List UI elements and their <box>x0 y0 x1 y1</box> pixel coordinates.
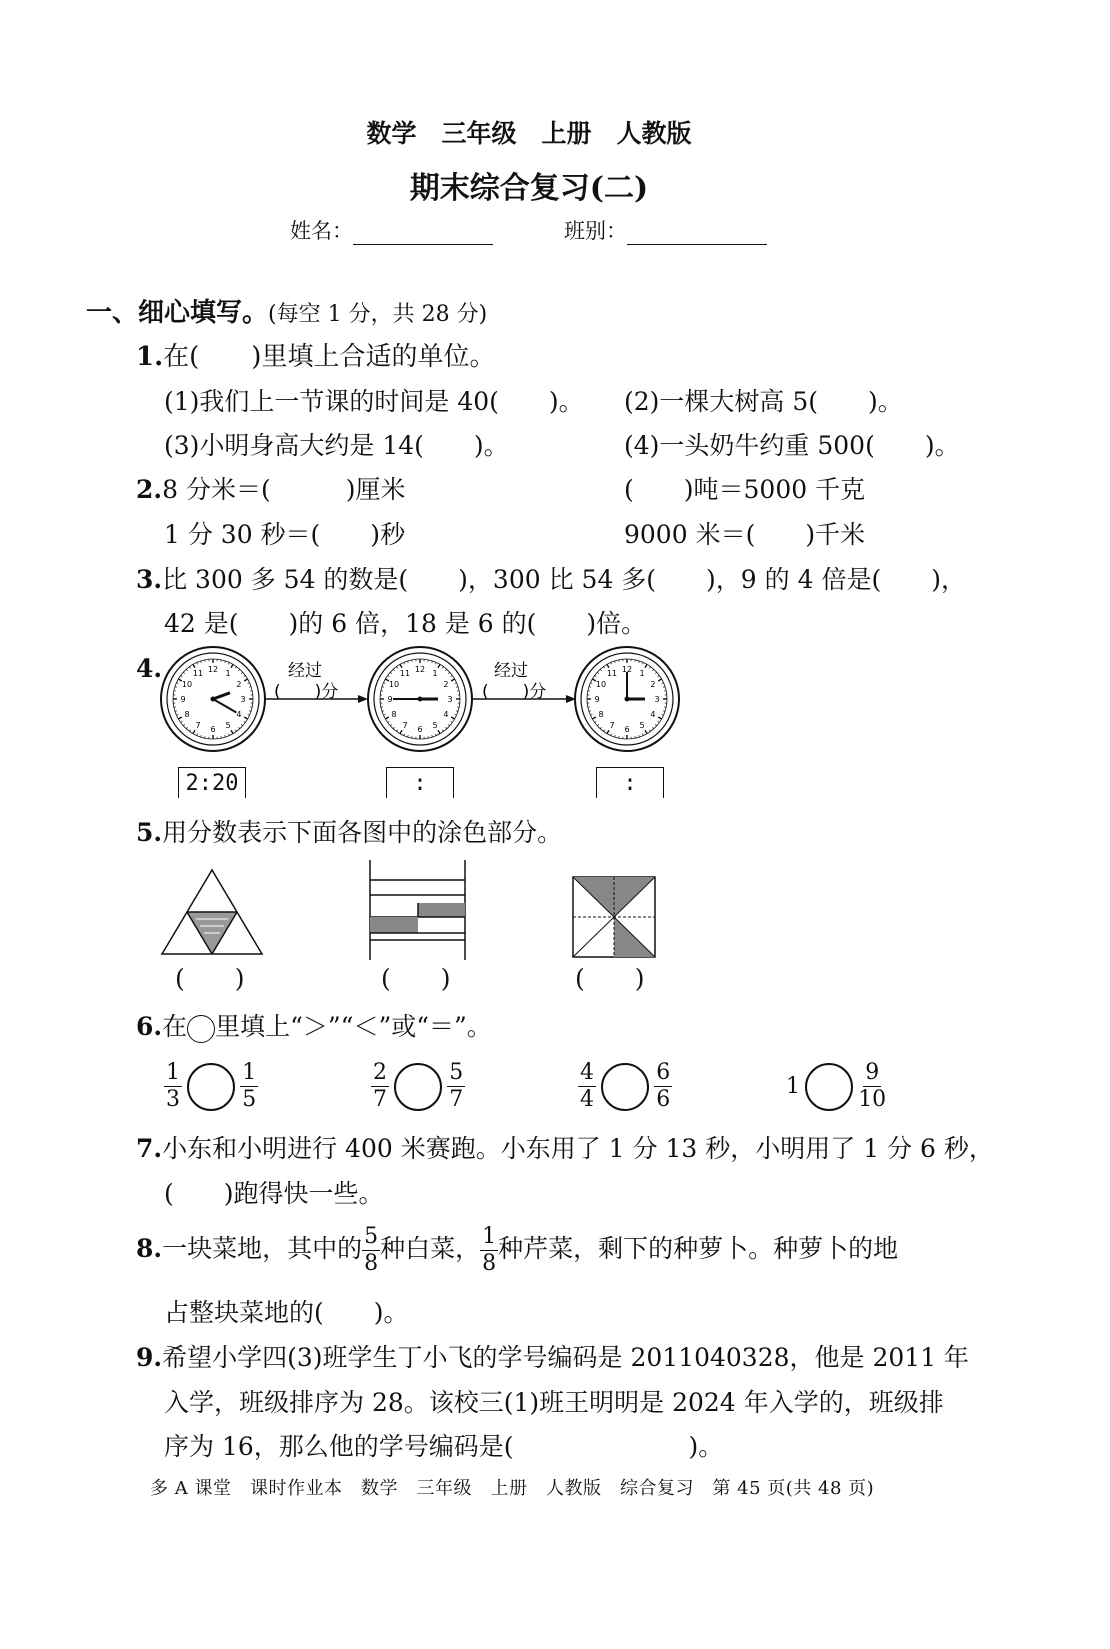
svg-text:3: 3 <box>447 695 453 704</box>
q1-item-4: (4)一头奶牛约重 500( )。 <box>624 431 960 460</box>
question-6 <box>136 1010 492 1044</box>
svg-text:8: 8 <box>598 710 604 719</box>
compare-circle[interactable] <box>394 1063 442 1111</box>
question-5 <box>136 816 562 850</box>
q7-line-2: ( )跑得快一些。 <box>164 1179 384 1208</box>
question-3 <box>136 563 966 597</box>
question-text: 在( )里填上合适的单位。 <box>163 342 496 372</box>
svg-text:10: 10 <box>388 680 400 689</box>
question-number: 4. <box>136 654 163 683</box>
q2-item-1: 8 分米＝( )厘米 <box>162 475 406 504</box>
svg-text:5: 5 <box>432 720 438 730</box>
q7-line-1: 小东和小明进行 400 米赛跑。小东用了 1 分 13 秒，小明用了 1 分 6 秒， <box>162 1134 994 1163</box>
q8-line-2: 占整块菜地的( )。 <box>164 1298 409 1327</box>
compare-item-1: $\frac{1}{3}$ $\frac{1}{5}$ <box>166 1060 257 1112</box>
circle-icon <box>187 1015 215 1043</box>
minutes-label: ( )分 <box>274 682 339 702</box>
svg-text:9: 9 <box>594 695 600 704</box>
svg-text:8: 8 <box>184 710 190 719</box>
name-blank[interactable] <box>353 222 493 245</box>
svg-text:6: 6 <box>624 725 630 734</box>
svg-text:7: 7 <box>402 720 408 730</box>
pass-label: 经过 <box>288 661 322 681</box>
compare-circle[interactable] <box>805 1063 853 1111</box>
class-field <box>564 215 767 245</box>
page-title: 期末综合复习(二) <box>409 171 649 206</box>
q3-line-1: 比 300 多 54 的数是( )，300 比 54 多( )，9 的 4 倍是( )， <box>162 565 966 594</box>
q1-item-2: (2)一棵大树高 5( )。 <box>624 387 903 416</box>
q9-line-3: 序为 16，那么他的学号编码是( )。 <box>164 1432 724 1461</box>
compare-item-2: $\frac{2}{7}$ $\frac{5}{7}$ <box>373 1060 464 1112</box>
q2-item-2: ( )吨＝5000 千克 <box>624 475 866 504</box>
name-field <box>290 215 493 245</box>
fraction-figures <box>160 860 670 960</box>
arrow-head-icon <box>358 695 368 703</box>
pass-label: 经过 <box>494 661 528 681</box>
svg-text:10: 10 <box>181 680 193 689</box>
question-number: 6. <box>136 1012 163 1041</box>
q1-item-1: (1)我们上一节课的时间是 40( )。 <box>164 387 584 416</box>
compare-circle[interactable] <box>601 1063 649 1111</box>
clock-icon <box>368 647 472 751</box>
square-figure <box>573 877 655 957</box>
q1-item-3: (3)小明身高大约是 14( )。 <box>164 431 509 460</box>
svg-text:1: 1 <box>432 669 438 679</box>
triangle-figure <box>162 870 262 954</box>
question-7 <box>136 1132 994 1166</box>
clock-icon <box>161 647 265 751</box>
question-8: 8.一块菜地，其中的 $\frac{5}{8}$ 种白菜， $\frac{1}{8}$ 种芹菜，剩下的种萝卜。种萝卜的地 <box>136 1224 899 1276</box>
svg-text:1: 1 <box>639 669 645 679</box>
svg-text:12: 12 <box>414 665 426 674</box>
svg-text:7: 7 <box>609 720 615 730</box>
q9-line-2: 入学，班级排序为 28。该校三(1)班王明明是 2024 年入学的，班级排 <box>164 1388 944 1417</box>
page-subtitle: 数学 三年级 上册 人教版 <box>366 119 692 148</box>
svg-text:11: 11 <box>399 669 411 679</box>
answer-blank-1[interactable]: ( ) <box>175 964 245 993</box>
question-number: 9. <box>136 1343 163 1372</box>
question-1 <box>136 340 495 374</box>
section-title: 一、细心填写。 <box>86 298 269 328</box>
question-number: 7. <box>136 1134 163 1163</box>
svg-text:6: 6 <box>210 725 216 734</box>
answer-blank-2[interactable]: ( ) <box>381 964 451 993</box>
question-9 <box>136 1341 969 1375</box>
q2-item-4: 9000 米＝( )千米 <box>624 520 866 549</box>
svg-text:3: 3 <box>654 695 660 704</box>
svg-text:2: 2 <box>236 680 242 689</box>
svg-text:3: 3 <box>240 695 246 704</box>
svg-text:1: 1 <box>225 669 231 679</box>
question-number: 1. <box>136 342 164 372</box>
time-box-1: 2:20 <box>178 767 246 798</box>
svg-text:2: 2 <box>443 680 449 689</box>
svg-text:6: 6 <box>417 725 423 734</box>
compare-circle[interactable] <box>187 1063 235 1111</box>
question-number: 2. <box>136 475 163 504</box>
class-label: 班别： <box>564 219 627 243</box>
svg-text:12: 12 <box>621 665 633 674</box>
q2-item-3: 1 分 30 秒＝( )秒 <box>164 520 406 549</box>
page-footer: 多 A 课堂 课时作业本 数学 三年级 上册 人教版 综合复习 第 45 页(共 48 页) <box>150 1478 875 1499</box>
question-number: 3. <box>136 565 163 594</box>
q3-line-2: 42 是( )的 6 倍，18 是 6 的( )倍。 <box>164 609 647 638</box>
svg-text:4: 4 <box>236 710 242 719</box>
q6-text-pre: 在 <box>162 1012 188 1041</box>
section-score: (每空 1 分，共 28 分) <box>268 302 488 327</box>
svg-text:9: 9 <box>387 695 393 704</box>
answer-blank-3[interactable]: ( ) <box>575 964 645 993</box>
question-number: 5. <box>136 818 163 847</box>
svg-text:2: 2 <box>650 680 656 689</box>
question-text: 用分数表示下面各图中的涂色部分。 <box>162 818 563 847</box>
compare-item-3: $\frac{4}{4}$ $\frac{6}{6}$ <box>580 1060 671 1112</box>
section-heading <box>86 296 487 332</box>
question-number: 8. <box>136 1234 163 1263</box>
question-2 <box>136 473 405 507</box>
minutes-label: ( )分 <box>482 682 547 702</box>
rectangle-figure <box>370 860 465 960</box>
svg-text:4: 4 <box>650 710 656 719</box>
q9-line-1: 希望小学四(3)班学生丁小飞的学号编码是 2011040328，他是 2011 年 <box>162 1343 970 1372</box>
svg-text:7: 7 <box>195 720 201 730</box>
svg-text:11: 11 <box>606 669 618 679</box>
name-label: 姓名： <box>290 219 353 243</box>
compare-item-4: 1 $\frac{9}{10}$ <box>786 1060 887 1112</box>
svg-text:10: 10 <box>595 680 607 689</box>
time-box-2[interactable]: : <box>386 767 454 798</box>
svg-text:4: 4 <box>443 710 449 719</box>
svg-text:5: 5 <box>225 720 231 730</box>
time-box-3[interactable]: : <box>596 767 664 798</box>
svg-text:11: 11 <box>192 669 204 679</box>
clock-icon <box>575 647 679 751</box>
svg-text:5: 5 <box>639 720 645 730</box>
svg-text:12: 12 <box>207 665 219 674</box>
class-blank[interactable] <box>627 222 767 245</box>
svg-text:9: 9 <box>180 695 186 704</box>
q6-text-post: 里填上“＞”“＜”或“＝”。 <box>215 1012 492 1041</box>
svg-text:8: 8 <box>391 710 397 719</box>
